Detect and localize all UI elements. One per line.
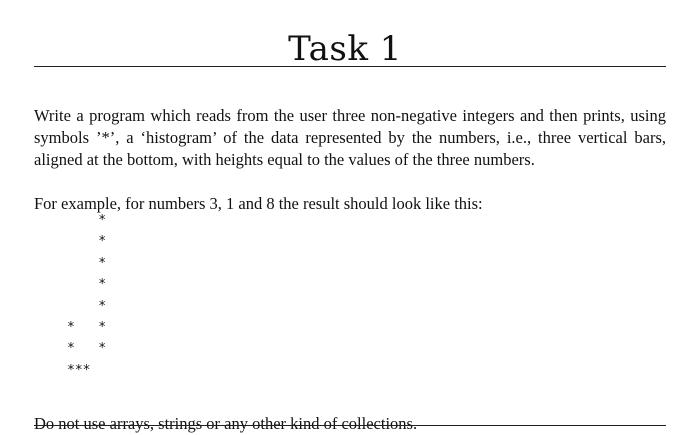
- top-divider: [34, 66, 666, 67]
- bottom-divider: [34, 425, 666, 426]
- task-description: Write a program which reads from the user three non-negative integers and then prints, using symbols ’*’, a ‘histogram’ of the data represented by the numbers, i.e., three vertical bars, aligned at the bottom, with heights equal to the values of the three numbers.: [34, 105, 666, 169]
- histogram-example-output: * * * * * * * * * ***: [67, 213, 107, 378]
- task-title: Task 1: [288, 28, 402, 69]
- example-description: For example, for numbers 3, 1 and 8 the result should look like this:: [34, 193, 483, 213]
- constraint-note: Do not use arrays, strings or any other kind of collections.: [34, 413, 418, 433]
